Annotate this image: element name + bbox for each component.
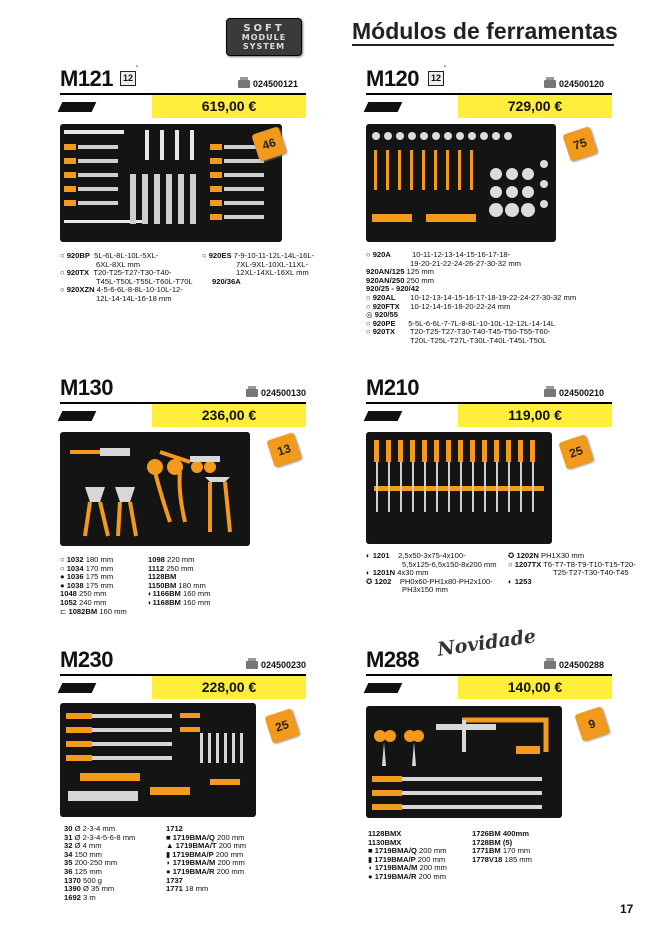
- price-tag: 228,00 €: [152, 676, 306, 699]
- spec-row: ◎ 920/55: [366, 310, 398, 320]
- article-code: [246, 660, 306, 670]
- piece-count-badge: 75: [562, 126, 597, 161]
- piece-count-badge: 9: [574, 706, 609, 741]
- m288-product-photo: [366, 706, 562, 818]
- m120-product-photo: [366, 124, 556, 242]
- m230-product-photo: [60, 703, 256, 817]
- spec-row: ○ 920FTX 10-12-14-16-18-20-22-24 mm: [366, 301, 511, 311]
- spec-row: 1370 500 g: [64, 875, 103, 885]
- spec-row: ▮ 1719BMA/P 200 mm: [368, 854, 446, 864]
- spec-row: ◐1168BM 160 mm: [148, 597, 211, 607]
- m210-specs-left: [366, 552, 497, 595]
- m288-specs-left: [368, 830, 447, 882]
- size-badge-inch: ": [136, 66, 139, 72]
- module-name: M121: [60, 66, 114, 91]
- spec-row: 1712: [166, 824, 183, 833]
- spec-row: ◐ 1201 2,5x50-3x75-4x100-: [366, 551, 466, 560]
- spec-row: ○ 920TX T20-T25-T27-T30-T40-T45-T50-T55-T60-: [366, 327, 551, 337]
- spec-row: 1728BM (5): [472, 837, 513, 847]
- tray-icon: [364, 683, 403, 693]
- article-code-text: 024500121: [253, 79, 299, 89]
- spec-row: 1726BM 400mm: [472, 829, 530, 838]
- spec-row: ◐1166BM 160 mm: [148, 589, 211, 599]
- m288-specs-right: [472, 830, 532, 864]
- size-badge-inch: ": [444, 66, 447, 72]
- spec-row: 1771BM 170 mm: [472, 846, 531, 856]
- spec-row: 5,5x125-6,5x150-8x200 mm: [402, 559, 497, 569]
- tray-icon: [58, 683, 97, 693]
- logo-line-3: SYSTEM: [242, 41, 286, 51]
- spec-row: T45L-T50L-T55L-T60L-T70L: [96, 276, 193, 286]
- new-product-label: Novidade: [435, 625, 538, 661]
- spec-row: ○ 920ES 7-9-10-11-12L-14L-16L-: [202, 251, 315, 260]
- cart-icon: [544, 661, 556, 669]
- spec-row: ■ 1719BMA/Q 200 mm: [166, 832, 245, 842]
- spec-row: T25-T27-T30-T40-T45: [553, 568, 629, 578]
- m210-specs-right: [508, 552, 636, 586]
- module-name: M130: [60, 375, 114, 400]
- page-title: Módulos de ferramentas: [352, 18, 618, 44]
- price-tag: 619,00 €: [152, 95, 306, 118]
- spec-row: ⊏ 1082BM 160 mm: [60, 606, 127, 616]
- spec-row: ○ 920TX T20-T25-T27-T30-T40-: [60, 268, 172, 278]
- article-code-text: 024500230: [261, 660, 307, 670]
- spec-row: 12XL-14XL-16XL mm: [236, 268, 309, 278]
- spec-row: ○ 1032 180 mm: [60, 555, 114, 564]
- price-tag: 729,00 €: [458, 95, 612, 118]
- spec-row: ● 1038 175 mm: [60, 580, 114, 590]
- m210-product-photo: [366, 432, 552, 544]
- article-code: [238, 79, 298, 89]
- cart-icon: [246, 661, 258, 669]
- spec-row: ✪ 1202 PH0x60-PH1x80-PH2x100-: [366, 576, 493, 586]
- spec-row: 1771 18 mm: [166, 884, 209, 894]
- spec-row: 1048 250 mm: [60, 589, 107, 599]
- spec-row: 30 Ø 2-3-4 mm: [64, 824, 116, 833]
- spec-row: 7XL-9XL-10XL-11XL-: [236, 259, 309, 269]
- m230-specs-right: [166, 825, 246, 894]
- m130-product-photo: [60, 432, 250, 546]
- spec-row: ◗ 1719BMA/M 200 mm: [368, 863, 447, 873]
- spec-row: 1128BM: [148, 572, 177, 582]
- spec-row: ✪ 1202N PH1X30 mm: [508, 551, 585, 560]
- m130-specs-left: [60, 556, 127, 616]
- spec-row: ○ 1034 170 mm: [60, 563, 114, 573]
- m121-product-photo: [60, 124, 282, 242]
- spec-row: 35 200-250 mm: [64, 858, 118, 868]
- size-badge: 12: [120, 71, 136, 86]
- spec-row: 1098 220 mm: [148, 555, 195, 564]
- article-code-text: 024500288: [559, 660, 605, 670]
- spec-row: 1737: [166, 875, 183, 885]
- article-code: [544, 660, 604, 670]
- spec-row: 6XL-8XL mm: [96, 259, 141, 269]
- tray-icon: [58, 411, 97, 421]
- spec-row: 1390 Ø 35 mm: [64, 884, 115, 894]
- article-code-text: 024500130: [261, 388, 307, 398]
- spec-row: ◐ 1253: [508, 576, 532, 586]
- spec-row: ▮ 1719BMA/P 200 mm: [166, 849, 244, 859]
- piece-count-badge: 25: [558, 434, 593, 469]
- module-name: M288: [366, 647, 420, 672]
- spec-row: ● 1719BMA/R 200 mm: [368, 871, 447, 881]
- spec-row: ○ 920PE 5-5L-6-6L-7-7L-8-8L-10-10L-12-12L-14-14L: [366, 318, 556, 328]
- spec-row: 920AN/250 250 mm: [366, 275, 434, 285]
- article-code-text: 024500210: [559, 388, 605, 398]
- spec-row: ▲ 1719BMA/T 200 mm: [166, 841, 247, 851]
- m121-specs-left: [60, 252, 193, 304]
- spec-row: ○ 920AL 10-12-13-14-15-16-17-18-19-22-24-27-30-32 mm: [366, 292, 577, 302]
- logo-line-1: SOFT: [243, 22, 285, 34]
- spec-row: ○ 920BP 5L-6L-8L-10L-5XL-: [60, 251, 159, 260]
- spec-row: 36 125 mm: [64, 866, 103, 876]
- cart-icon: [238, 80, 250, 88]
- tray-icon: [364, 102, 403, 112]
- article-code: [544, 388, 604, 398]
- logo-line-2: MODULE: [241, 32, 287, 42]
- spec-row: 1150BM 180 mm: [148, 580, 206, 590]
- spec-row: ● 1036 175 mm: [60, 572, 114, 582]
- spec-row: 920/36A: [212, 276, 241, 286]
- price-tag: 119,00 €: [458, 404, 612, 427]
- tray-icon: [58, 102, 97, 112]
- module-name: M210: [366, 375, 420, 400]
- cart-icon: [246, 389, 258, 397]
- spec-row: ○ 920A 10-11-12-13-14-15-16-17-18-: [366, 250, 511, 259]
- spec-row: ◐ 1201N 4x30 mm: [366, 568, 429, 578]
- m121-specs-right: [202, 252, 314, 286]
- price-tag: 236,00 €: [152, 404, 306, 427]
- page-number: 17: [620, 902, 634, 916]
- spec-row: 920AN/125 125 mm: [366, 267, 434, 277]
- piece-count-badge: 46: [251, 126, 286, 161]
- soft-module-system-logo: [226, 18, 302, 56]
- spec-row: 1130BMX: [368, 837, 402, 847]
- m120-specs: [366, 251, 576, 346]
- spec-row: T20L-T25L-T27L-T30L-T40L-T45L-T50L: [410, 335, 547, 345]
- spec-row: 1128BMX: [368, 829, 402, 838]
- spec-row: 920/25 - 920/42: [366, 284, 420, 294]
- spec-row: 31 Ø 2-3-4-5-6-8 mm: [64, 832, 136, 842]
- price-tag: 140,00 €: [458, 676, 612, 699]
- article-code: [246, 388, 306, 398]
- spec-row: 1778V18 185 mm: [472, 854, 532, 864]
- piece-count-badge: 13: [266, 432, 301, 467]
- tray-icon: [364, 411, 403, 421]
- title-underline: [352, 44, 614, 46]
- spec-row: 34 150 mm: [64, 849, 103, 859]
- spec-row: ○ 1207TX T6-T7-T8-T9-T10-T15-T20-: [508, 559, 636, 569]
- spec-row: 1112 250 mm: [148, 563, 194, 573]
- cart-icon: [544, 80, 556, 88]
- spec-row: ● 1719BMA/R 200 mm: [166, 866, 245, 876]
- spec-row: 1052 240 mm: [60, 597, 107, 607]
- spec-row: PH3x150 mm: [402, 585, 449, 595]
- m230-specs-left: [64, 825, 135, 902]
- spec-row: 19-20-21-22-24-26-27-30-32 mm: [410, 258, 522, 268]
- cart-icon: [544, 389, 556, 397]
- m130-specs-right: [148, 556, 210, 608]
- spec-row: ◗ 1719BMA/M 200 mm: [166, 858, 245, 868]
- piece-count-badge: 25: [264, 708, 299, 743]
- article-code: [544, 79, 604, 89]
- spec-row: 32 Ø 4 mm: [64, 841, 102, 851]
- spec-row: ■ 1719BMA/Q 200 mm: [368, 846, 447, 856]
- spec-row: 12L-14-14L-16-18 mm: [96, 293, 172, 303]
- module-name: M120: [366, 66, 420, 91]
- size-badge: 12: [428, 71, 444, 86]
- article-code-text: 024500120: [559, 79, 605, 89]
- spec-row: ○ 920XZN 4-5-6-6L-8-8L-10-10L-12-: [60, 285, 183, 295]
- module-name: M230: [60, 647, 114, 672]
- spec-row: 1692 3 m: [64, 892, 96, 902]
